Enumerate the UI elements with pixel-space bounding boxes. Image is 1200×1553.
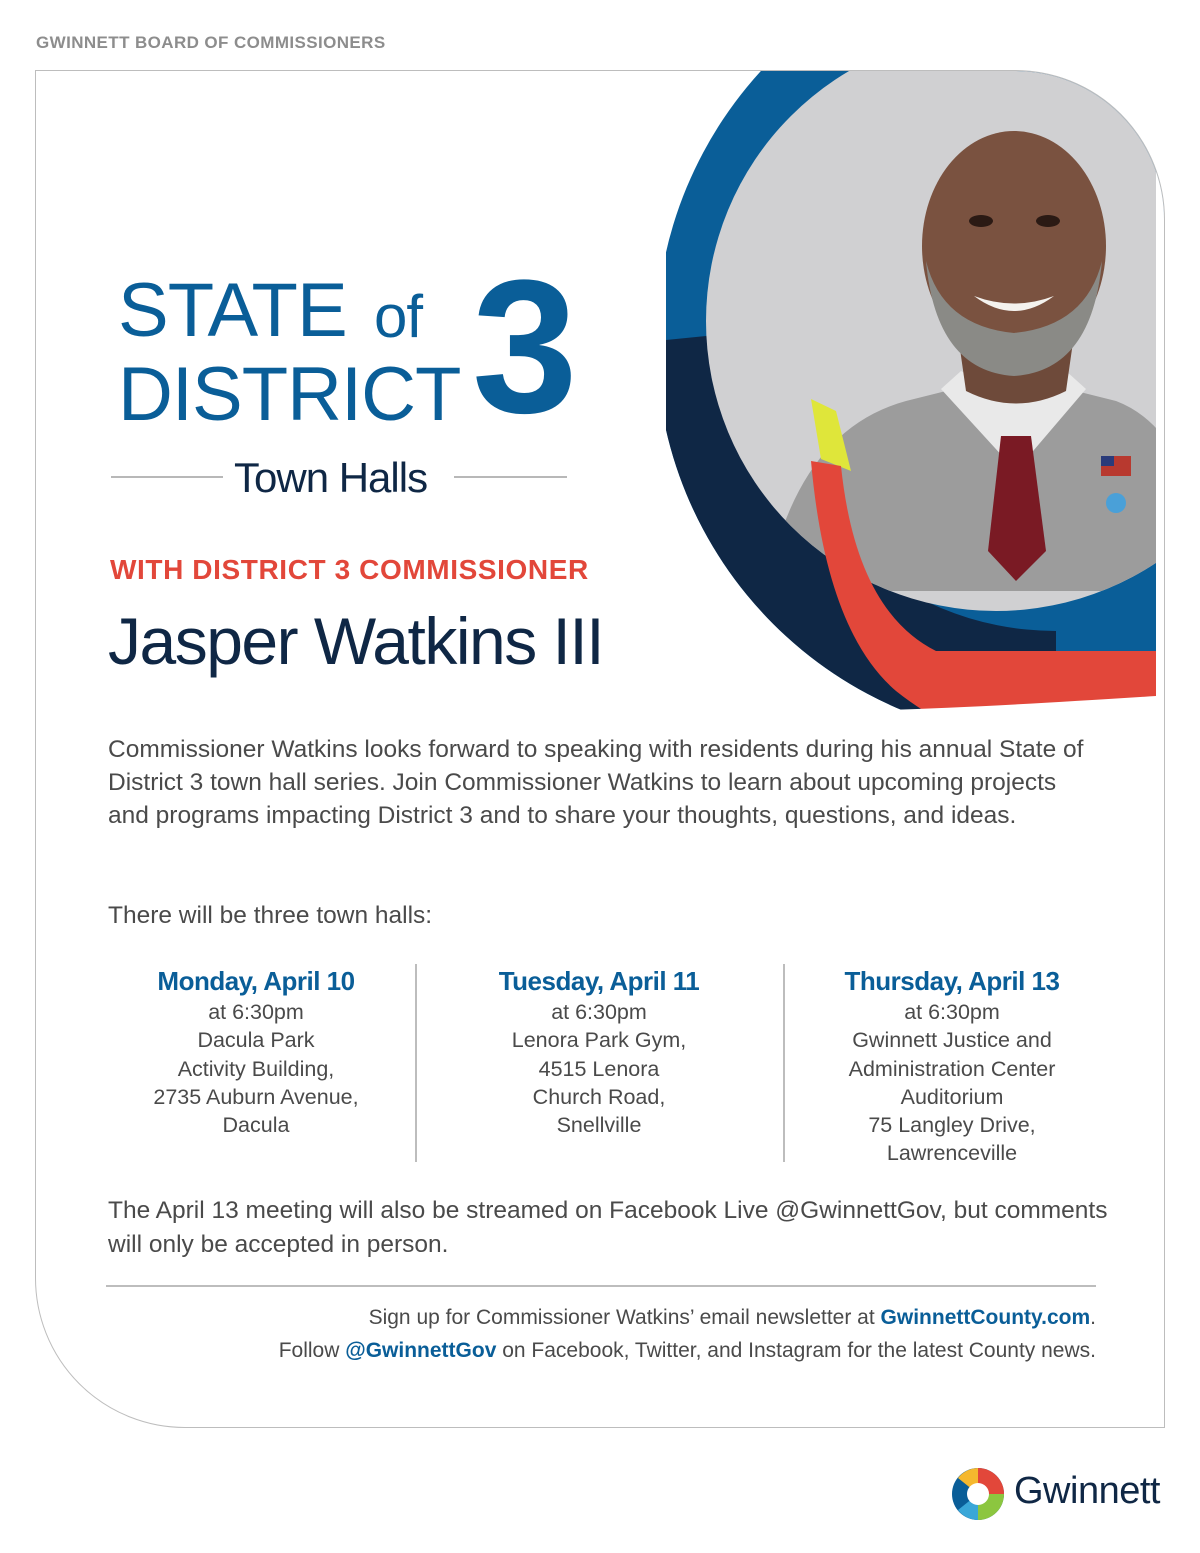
events-list xyxy=(96,964,1136,1164)
event-day: Monday, April 10 xyxy=(157,966,355,996)
event-line: 2735 Auburn Avenue, xyxy=(153,1084,359,1109)
commissioner-name: Jasper Watkins III xyxy=(108,604,604,678)
event-line: Gwinnett Justice and xyxy=(852,1028,1052,1053)
event-line: at 6:30pm xyxy=(208,1000,304,1024)
footer-social-text: on Facebook, Twitter, and Instagram for the latest County news. xyxy=(496,1339,1096,1362)
divider-right xyxy=(454,476,567,478)
event-day: Tuesday, April 11 xyxy=(498,966,700,996)
event-tuesday xyxy=(439,964,759,1139)
event-monday xyxy=(96,964,416,1139)
event-line: Lawrenceville xyxy=(886,1141,1018,1166)
event-separator xyxy=(783,964,785,1162)
three-town-halls-text: There will be three town halls: xyxy=(108,902,433,929)
event-separator xyxy=(415,964,417,1162)
event-line: at 6:30pm xyxy=(551,1000,647,1024)
social-handle-link[interactable]: @GwinnettGov xyxy=(345,1339,497,1362)
event-line: at 6:30pm xyxy=(904,1000,1000,1024)
footer-period: . xyxy=(1090,1306,1096,1329)
commissioner-prefix: WITH DISTRICT 3 COMMISSIONER xyxy=(110,554,589,585)
title-subtitle: Town Halls xyxy=(234,454,428,501)
event-line: Snellville xyxy=(556,1113,642,1138)
event-line: 4515 Lenora xyxy=(538,1056,660,1081)
title-of: of xyxy=(374,283,423,350)
divider-left xyxy=(111,476,223,478)
event-line: Auditorium xyxy=(900,1084,1004,1109)
commissioner-portrait xyxy=(596,71,1165,711)
org-header: GWINNETT BOARD OF COMMISSIONERS xyxy=(36,33,386,52)
event-line: Dacula xyxy=(222,1113,290,1138)
flyer-card xyxy=(35,70,1165,1428)
event-line: Activity Building, xyxy=(177,1056,335,1081)
county-website-link[interactable]: GwinnettCounty.com xyxy=(880,1306,1091,1329)
footer xyxy=(279,1301,1096,1367)
footer-newsletter-line xyxy=(279,1301,1096,1334)
event-day: Thursday, April 13 xyxy=(844,966,1060,996)
event-line: Lenora Park Gym, xyxy=(511,1028,687,1053)
event-thursday xyxy=(792,964,1112,1168)
event-line: Church Road, xyxy=(532,1084,666,1109)
event-line: Administration Center xyxy=(848,1056,1056,1081)
gwinnett-logo xyxy=(950,1466,1170,1522)
footer-follow-text: Follow xyxy=(278,1339,346,1362)
event-line: 75 Langley Drive, xyxy=(868,1113,1036,1138)
footer-divider xyxy=(106,1285,1096,1287)
event-line: Dacula Park xyxy=(197,1028,315,1053)
footer-social-line xyxy=(279,1334,1096,1367)
stream-note: The April 13 meeting will also be streamed on Facebook Live @GwinnettGov, but comments will only be accepted in person. xyxy=(108,1197,1108,1258)
title-district: DISTRICT xyxy=(118,352,461,437)
intro-paragraph: Commissioner Watkins looks forward to speaking with residents during his annual State of District 3 town hall series. Join Commissioner Watkins to learn about upcoming projects and programs impacting District 3 and to share your thoughts, questions, and ideas. xyxy=(108,736,1084,829)
title-number: 3 xyxy=(472,241,577,453)
title-state: STATE xyxy=(118,268,347,353)
logo-text: Gwinnett xyxy=(1014,1470,1160,1512)
gwinnett-logo-icon xyxy=(950,1466,1006,1522)
footer-newsletter-text: Sign up for Commissioner Watkins’ email newsletter at xyxy=(368,1306,881,1329)
